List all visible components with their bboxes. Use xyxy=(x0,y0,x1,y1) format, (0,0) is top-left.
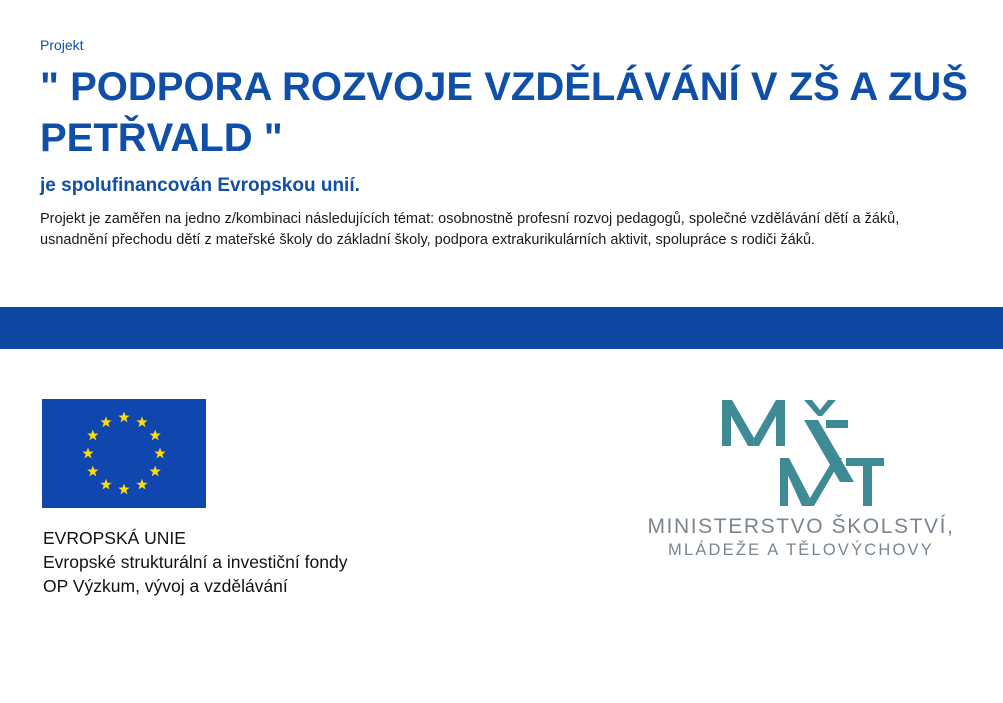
ministry-name xyxy=(620,514,982,561)
project-label: Projekt xyxy=(40,37,84,53)
eu-flag-icon xyxy=(42,399,206,508)
eu-funding-text xyxy=(43,526,347,598)
project-description: Projekt je zaměřen na jedno z/kombinaci následujících témat: osobnostně profesní rozvoj pedagogů, společné vzdělávání dětí a žáků, usnadnění přechodu dětí z mateřské školy do základní školy, podpora extrakurikulárních aktivit, spolupráce s rodiči žáků. xyxy=(40,211,900,248)
eu-name: EVROPSKÁ UNIE xyxy=(43,528,186,548)
eu-programme: OP Výzkum, vývoj a vzdělávání xyxy=(43,576,288,596)
eu-funds: Evropské strukturální a investiční fondy xyxy=(43,552,348,572)
ministry-name-line1: MINISTERSTVO ŠKOLSTVÍ, xyxy=(647,515,955,538)
cofinancing-subtitle: je spolufinancován Evropskou unií. xyxy=(40,175,360,196)
ministry-name-line2: MLÁDEŽE A TĚLOVÝCHOVY xyxy=(668,541,934,559)
project-title: " PODPORA ROZVOJE VZDĚLÁVÁNÍ V ZŠ A ZUŠ PETŘVALD " xyxy=(40,65,968,160)
blue-band-divider xyxy=(0,307,1003,349)
msmt-logo-icon xyxy=(718,398,888,510)
